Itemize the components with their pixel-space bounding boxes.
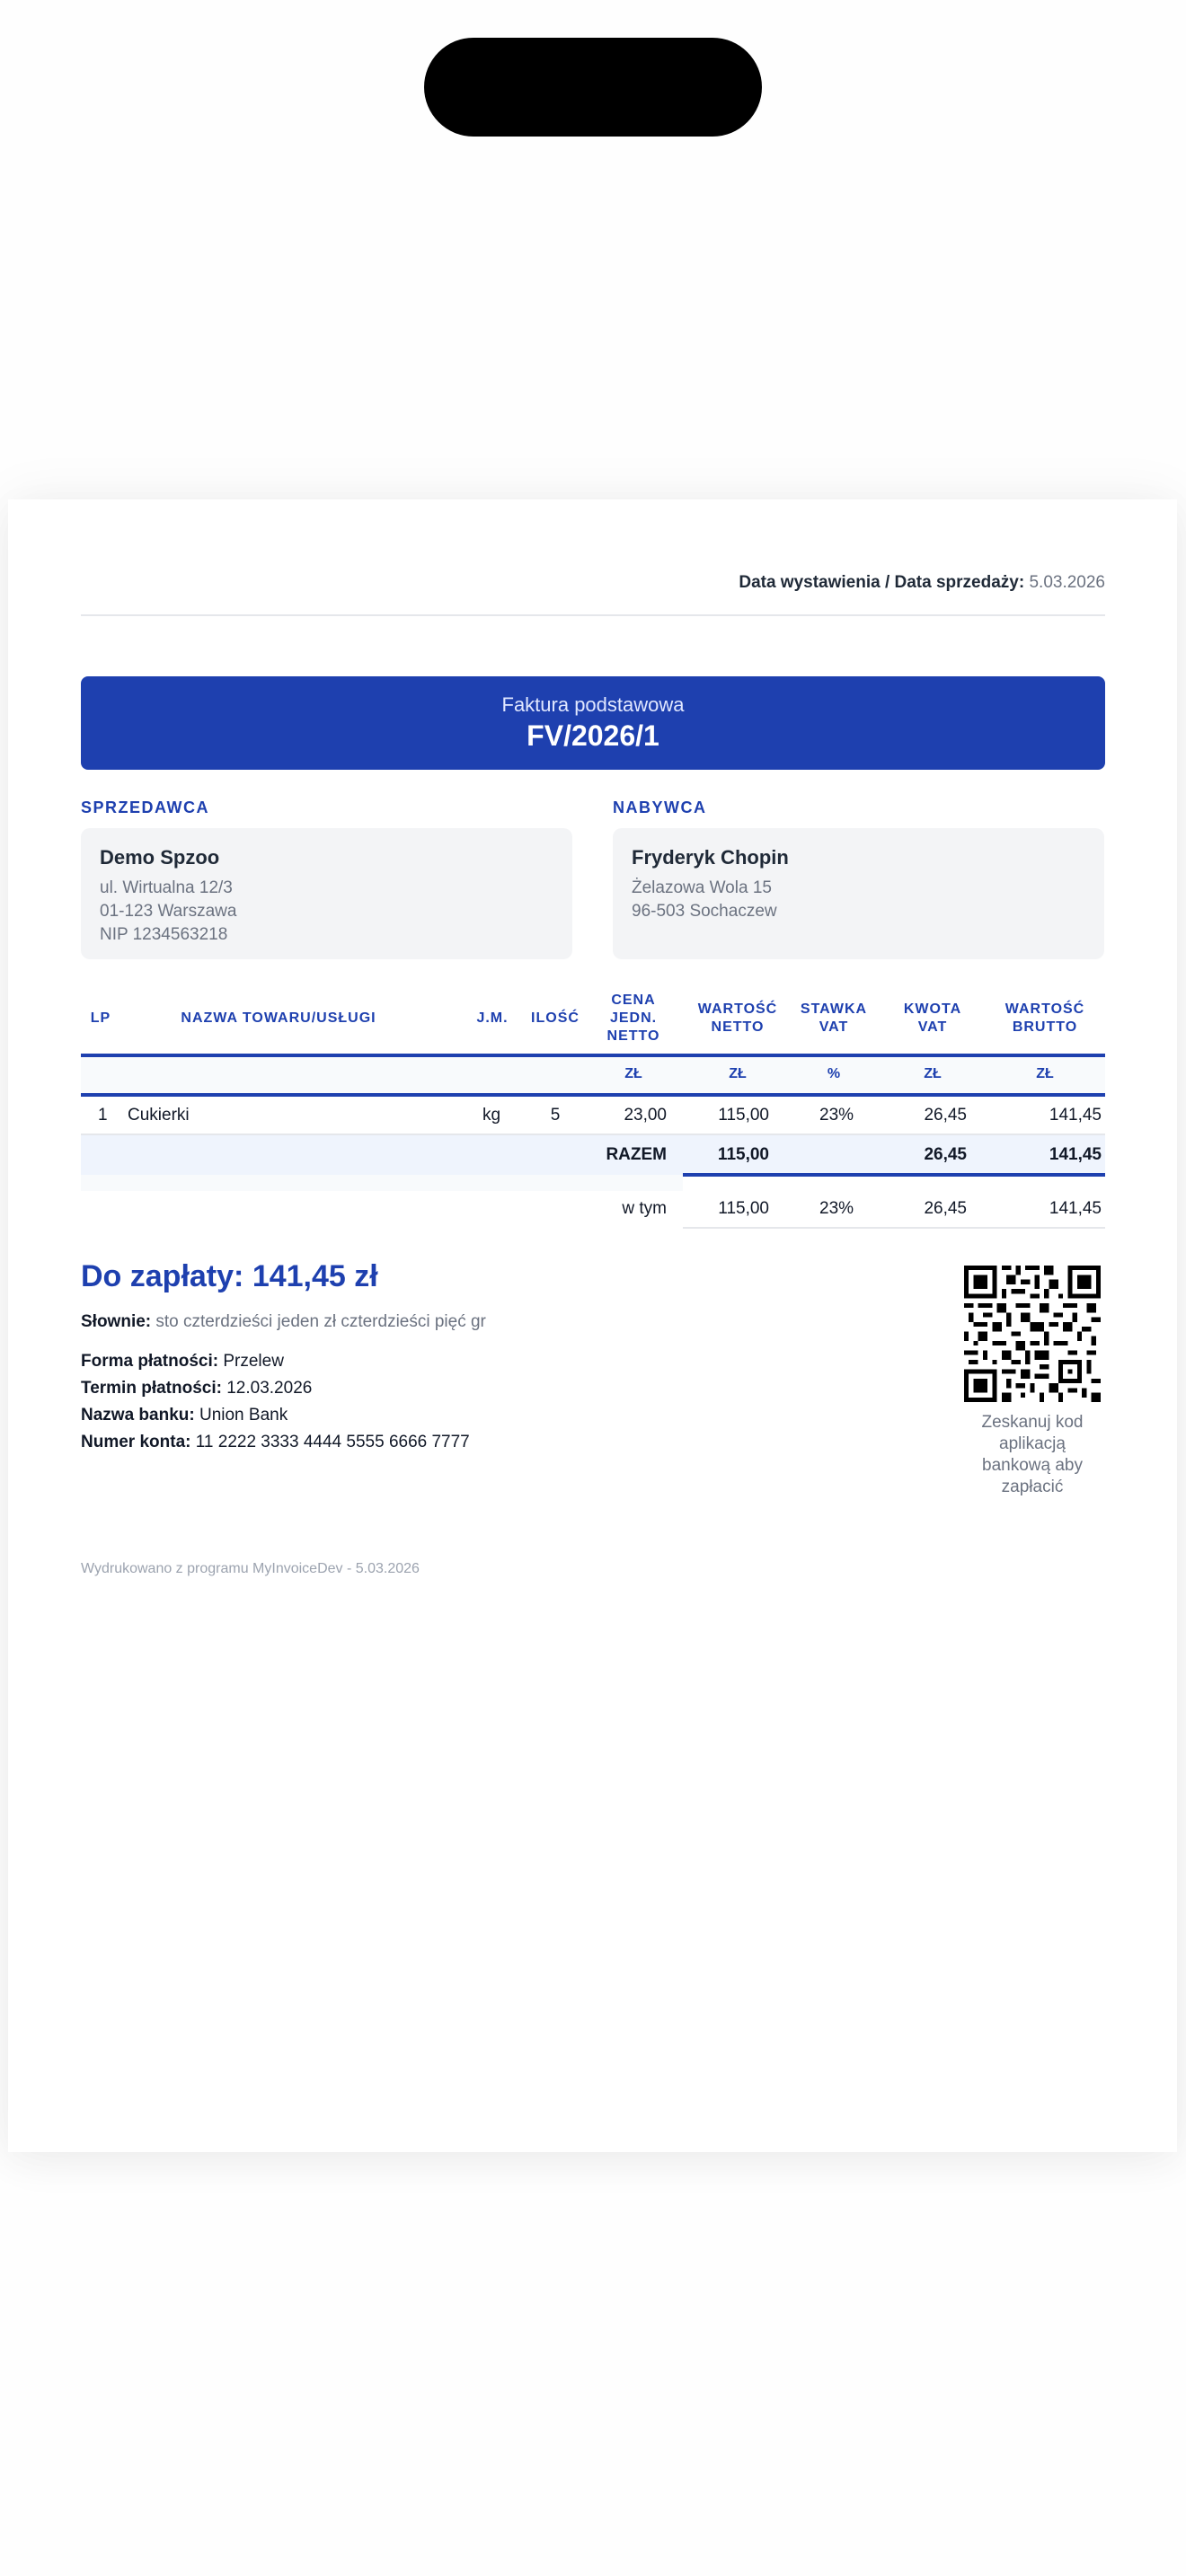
col-header-price-line3: NETTO <box>606 1028 660 1044</box>
total-label: RAZEM <box>606 1145 667 1164</box>
amount-in-words-value: sto czterdzieści jeden zł czterdzieści pięć gr <box>155 1312 486 1331</box>
row-name: Cukierki <box>128 1106 190 1125</box>
seller-city-line: 01-123 Warszawa <box>100 902 237 921</box>
bank-name-value: Union Bank <box>199 1406 288 1425</box>
unit-price: ZŁ <box>624 1066 642 1081</box>
col-header-net-line1: WARTOŚĆ <box>697 1001 778 1017</box>
unit-gross: ZŁ <box>1036 1066 1054 1081</box>
col-header-qty: ILOŚĆ <box>531 1010 580 1026</box>
breakdown-underline <box>683 1227 1105 1229</box>
header-divider-bottom <box>81 1093 1105 1097</box>
issue-date-row <box>739 573 1105 593</box>
qr-caption-line1: Zeskanuj kod <box>981 1413 1084 1432</box>
amount-in-words <box>81 1312 486 1332</box>
payment-term-label: Termin płatności: <box>81 1379 222 1398</box>
account-number <box>81 1433 470 1452</box>
col-header-net <box>688 1001 787 1037</box>
seller-address-line: ul. Wirtualna 12/3 <box>100 878 233 897</box>
qr-caption <box>943 1412 1121 1498</box>
total-gross: 141,45 <box>1049 1145 1102 1164</box>
col-header-price <box>593 992 674 1045</box>
payment-method <box>81 1352 284 1372</box>
seller-box <box>81 828 572 959</box>
breakdown-net: 115,00 <box>718 1199 769 1218</box>
breakdown-vat: 26,45 <box>924 1199 967 1218</box>
col-header-vat-line2: VAT <box>917 1019 948 1035</box>
invoice-title-banner <box>81 676 1105 770</box>
row-net: 115,00 <box>718 1106 769 1125</box>
total-spacer <box>81 1175 683 1191</box>
payment-method-value: Przelew <box>223 1352 284 1371</box>
row-rate: 23% <box>819 1106 854 1125</box>
col-header-rate <box>791 1001 877 1037</box>
col-header-lp: LP <box>90 1010 111 1026</box>
print-footer: Wydrukowano z programu MyInvoiceDev - 5.03.2026 <box>81 1561 420 1576</box>
seller-label: SPRZEDAWCA <box>81 798 210 816</box>
amount-in-words-label: Słownie: <box>81 1312 152 1331</box>
qr-caption-line4: zapłacić <box>1001 1478 1064 1496</box>
payment-term-value: 12.03.2026 <box>226 1379 313 1398</box>
col-header-unit: J.M. <box>476 1010 509 1026</box>
amount-due-label: Do zapłaty: <box>81 1259 244 1293</box>
device-notch <box>424 38 762 137</box>
qr-code-icon <box>964 1266 1101 1402</box>
col-header-name: NAZWA TOWARU/USŁUGI <box>181 1010 376 1026</box>
qr-caption-line3: bankową aby <box>982 1456 1083 1475</box>
total-net: 115,00 <box>717 1145 769 1164</box>
row-vat: 26,45 <box>924 1106 967 1125</box>
invoice-number: FV/2026/1 <box>527 719 659 752</box>
row-gross: 141,45 <box>1049 1106 1102 1125</box>
col-header-vat-line1: KWOTA <box>903 1001 962 1017</box>
issue-date-label: Data wystawienia / Data sprzedaży: <box>739 573 1025 592</box>
account-number-label: Numer konta: <box>81 1433 191 1451</box>
invoice-type: Faktura podstawowa <box>501 693 685 716</box>
row-qty: 5 <box>550 1106 561 1125</box>
payment-method-label: Forma płatności: <box>81 1352 219 1371</box>
issue-date-value: 5.03.2026 <box>1029 573 1105 592</box>
amount-due <box>81 1259 378 1294</box>
row-lp: 1 <box>98 1106 108 1125</box>
buyer-address-line: Żelazowa Wola 15 <box>632 878 772 897</box>
breakdown-gross: 141,45 <box>1049 1199 1102 1218</box>
total-vat: 26,45 <box>924 1145 967 1164</box>
account-number-value: 11 2222 3333 4444 5555 6666 7777 <box>195 1433 470 1451</box>
buyer-label: NABYWCA <box>613 798 707 816</box>
invoice-page <box>8 499 1177 2152</box>
unit-rate: % <box>827 1066 841 1081</box>
col-header-gross-line1: WARTOŚĆ <box>1005 1001 1085 1017</box>
col-header-gross <box>988 1001 1102 1037</box>
row-unit: kg <box>482 1106 501 1125</box>
header-divider <box>81 614 1105 616</box>
buyer-city-line: 96-503 Sochaczew <box>632 902 777 921</box>
row-price: 23,00 <box>624 1106 667 1125</box>
buyer-box <box>613 828 1104 959</box>
unit-vat: ZŁ <box>924 1066 942 1081</box>
col-header-gross-line2: BRUTTO <box>1012 1019 1078 1035</box>
buyer-name: Fryderyk Chopin <box>632 846 789 869</box>
bank-name-label: Nazwa banku: <box>81 1406 195 1425</box>
amount-due-value: 141,45 zł <box>252 1259 378 1293</box>
bank-name <box>81 1406 288 1425</box>
breakdown-rate: 23% <box>819 1199 854 1218</box>
payment-term <box>81 1379 312 1398</box>
col-header-price-line1: CENA <box>611 992 656 1008</box>
seller-nip-line: NIP 1234563218 <box>100 925 228 944</box>
total-underline <box>683 1173 1105 1177</box>
seller-name: Demo Spzoo <box>100 846 220 869</box>
col-header-vat <box>890 1001 976 1037</box>
breakdown-label: w tym <box>622 1199 667 1218</box>
col-header-price-line2: JEDN. <box>609 1010 658 1026</box>
col-header-net-line2: NETTO <box>711 1019 765 1035</box>
qr-caption-line2: aplikacją <box>999 1434 1066 1453</box>
unit-net: ZŁ <box>729 1066 747 1081</box>
col-header-rate-line1: STAWKA <box>800 1001 868 1017</box>
col-header-rate-line2: VAT <box>819 1019 849 1035</box>
